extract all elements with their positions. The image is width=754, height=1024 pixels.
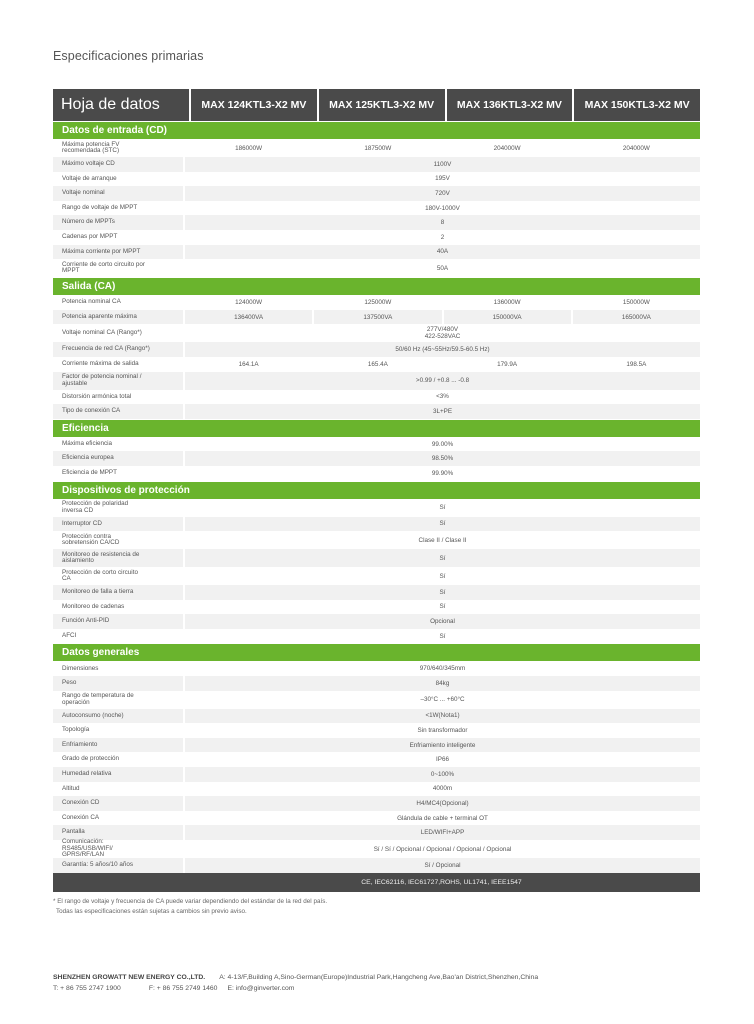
table-row xyxy=(53,437,700,452)
table-row xyxy=(53,172,700,187)
row-label: Garantía: 5 años/10 años xyxy=(62,861,134,869)
company-email[interactable]: E: info@ginverter.com xyxy=(227,985,295,992)
row-label: Corriente de corto circuito por MPPT xyxy=(62,260,145,275)
row-label: Eficiencia de MPPT xyxy=(62,468,117,476)
company-phone: T: + 86 755 2747 1900 xyxy=(53,985,121,992)
row-label: Peso xyxy=(62,679,77,687)
row-label: AFCI xyxy=(62,631,77,639)
table-row xyxy=(53,782,700,797)
table-row xyxy=(53,825,700,840)
footnote-1: * El rango de voltaje y frecuencia de CA puede variar dependiendo del estándar de la red del país. xyxy=(53,898,328,905)
row-value-all-models: Sí / Opcional xyxy=(183,858,700,873)
row-value-all-models: 195V xyxy=(183,172,700,187)
model-header-2: MAX 125KTL3-X2 MV xyxy=(317,89,445,121)
row-label: Factor de potencia nominal / ajustable xyxy=(62,373,142,387)
footnotes xyxy=(53,897,327,916)
table-row xyxy=(53,752,700,767)
table-row xyxy=(53,567,700,585)
row-value-all-models: 2 xyxy=(183,230,700,245)
row-value-all-models: 99.00% xyxy=(183,437,700,452)
row-label: Potencia nominal CA xyxy=(62,298,121,306)
row-value-all-models: Sí xyxy=(183,549,700,567)
row-label: Altitud xyxy=(62,784,80,792)
row-value-line-1: 277V/480V xyxy=(426,326,459,334)
row-label: Comunicación: RS485/USB/WIFI/ GPRS/RF/LAN xyxy=(62,838,113,859)
table-row xyxy=(53,767,700,782)
row-value-all-models: 99.90% xyxy=(183,466,700,481)
row-label: Pantalla xyxy=(62,828,85,836)
row-label: Potencia aparente máxima xyxy=(62,312,137,320)
page-title: Especificaciones primarias xyxy=(53,49,204,63)
row-value-all-models: 50/60 Hz (45~55Hz/59.5-60.5 Hz) xyxy=(183,342,700,357)
row-label: Máximo voltaje CD xyxy=(62,160,115,168)
row-label: Distorsión armónica total xyxy=(62,392,132,400)
table-row xyxy=(53,295,700,310)
row-label: Máxima potencia FV recomendada (STC) xyxy=(62,140,120,154)
row-value-all-models: LED/WIFI+APP xyxy=(183,825,700,840)
row-value-model-2: 165.4A xyxy=(312,357,441,372)
table-row xyxy=(53,390,700,405)
table-row xyxy=(53,230,700,245)
certifications-value: CE, IEC62116, IEC61727,ROHS, UL1741, IEEE1547 xyxy=(361,878,522,886)
row-value-all-models: Sí / Sí / Opcional / Opcional / Opcional / Opcional xyxy=(183,840,700,858)
row-value-all-models: Glándula de cable + terminal OT xyxy=(183,811,700,826)
model-header-1: MAX 124KTL3-X2 MV xyxy=(189,89,317,121)
row-label: Humedad relativa xyxy=(62,770,112,778)
section-header: Eficiencia xyxy=(53,419,700,437)
table-row xyxy=(53,245,700,260)
table-body xyxy=(53,121,700,873)
row-value-all-models: Sí xyxy=(183,499,700,517)
section-header: Datos generales xyxy=(53,643,700,661)
row-value-all-models: IP66 xyxy=(183,752,700,767)
section-header: Salida (CA) xyxy=(53,277,700,295)
row-value-model-4: 150000W xyxy=(571,295,700,310)
row-value-all-models: H4/MC4(Opcional) xyxy=(183,796,700,811)
table-row xyxy=(53,549,700,567)
table-row xyxy=(53,614,700,629)
row-value-all-models: <1W(Nota1) xyxy=(183,709,700,724)
row-label: Voltaje nominal xyxy=(62,189,105,197)
row-value-model-4: 165000VA xyxy=(571,310,700,325)
row-value-model-4: 204000W xyxy=(571,139,700,157)
row-label: Conexión CA xyxy=(62,813,100,821)
row-value-all-models: 0~100% xyxy=(183,767,700,782)
row-label: Interruptor CD xyxy=(62,519,102,527)
row-value-all-models: 180V-1000V xyxy=(183,201,700,216)
row-value-all-models: Sí xyxy=(183,585,700,600)
row-label: Frecuencia de red CA (Rango*) xyxy=(62,345,150,353)
row-label: Corriente máxima de salida xyxy=(62,359,139,367)
row-label: Número de MPPTs xyxy=(62,218,115,226)
row-value-all-models: Sí xyxy=(183,517,700,532)
sheet-title: Hoja de datos xyxy=(61,96,160,113)
table-row xyxy=(53,310,700,325)
row-value-all-models: Sí xyxy=(183,600,700,615)
row-label: Voltaje nominal CA (Rango*) xyxy=(62,329,142,337)
datasheet-table xyxy=(53,89,700,892)
table-row xyxy=(53,372,700,390)
row-value-all-models xyxy=(183,324,700,342)
section-header: Dispositivos de protección xyxy=(53,481,700,499)
table-row xyxy=(53,201,700,216)
row-value-all-models: Sin transformador xyxy=(183,723,700,738)
table-row xyxy=(53,709,700,724)
row-label: Protección de corto circuito CA xyxy=(62,568,138,583)
table-row xyxy=(53,738,700,753)
row-value-all-models: Sí xyxy=(183,567,700,585)
row-label: Enfriamiento xyxy=(62,740,98,748)
row-value-all-models: Clase II / Clase II xyxy=(183,531,700,549)
row-value-model-3: 150000VA xyxy=(442,310,571,325)
row-value-all-models: 84kg xyxy=(183,676,700,691)
row-value-all-models: 1100V xyxy=(183,157,700,172)
row-label: Protección de polaridad inversa CD xyxy=(62,500,129,514)
table-row xyxy=(53,585,700,600)
row-value-all-models: 50A xyxy=(183,259,700,277)
table-header xyxy=(53,89,700,121)
row-value-model-3: 179.9A xyxy=(442,357,571,372)
row-label: Cadenas por MPPT xyxy=(62,233,118,241)
table-row xyxy=(53,357,700,372)
table-row xyxy=(53,858,700,873)
row-value-model-3: 204000W xyxy=(442,139,571,157)
row-label: Función Anti-PID xyxy=(62,617,110,625)
certifications-row xyxy=(53,873,700,892)
row-label: Máxima corriente por MPPT xyxy=(62,247,141,255)
row-label: Monitoreo de falla a tierra xyxy=(62,588,134,596)
row-value-all-models: 970/640/345mm xyxy=(183,661,700,676)
row-value-model-2: 125000W xyxy=(312,295,441,310)
row-value-all-models: 3L+PE xyxy=(183,404,700,419)
row-value-model-4: 198.5A xyxy=(571,357,700,372)
table-row xyxy=(53,499,700,517)
row-label: Dimensiones xyxy=(62,664,99,672)
row-label: Rango de voltaje de MPPT xyxy=(62,203,138,211)
row-value-model-1: 186000W xyxy=(183,139,312,157)
row-value-all-models: >0.99 / +0.8 ... -0.8 xyxy=(183,372,700,390)
row-value-model-2: 187500W xyxy=(312,139,441,157)
table-row xyxy=(53,840,700,858)
table-row xyxy=(53,259,700,277)
row-value-all-models: 40A xyxy=(183,245,700,260)
row-label: Protección contra sobretensión CA/CD xyxy=(62,532,120,547)
row-label: Eficiencia europea xyxy=(62,454,114,462)
row-value-all-models: Opcional xyxy=(183,614,700,629)
row-label: Máxima eficiencia xyxy=(62,439,113,447)
model-header-4: MAX 150KTL3-X2 MV xyxy=(572,89,700,121)
row-value-all-models: 4000m xyxy=(183,782,700,797)
table-row xyxy=(53,629,700,644)
row-value-model-3: 136000W xyxy=(442,295,571,310)
table-row xyxy=(53,531,700,549)
table-row xyxy=(53,600,700,615)
row-value-all-models: 720V xyxy=(183,186,700,201)
table-row xyxy=(53,723,700,738)
table-row xyxy=(53,466,700,481)
table-row xyxy=(53,215,700,230)
page-footer xyxy=(53,972,538,994)
row-value-model-1: 124000W xyxy=(183,295,312,310)
company-fax: F: + 86 755 2749 1460 xyxy=(148,985,218,992)
table-row xyxy=(53,451,700,466)
row-value-all-models: <3% xyxy=(183,390,700,405)
table-row xyxy=(53,186,700,201)
table-row xyxy=(53,139,700,157)
model-header-3: MAX 136KTL3-X2 MV xyxy=(445,89,573,121)
row-value-model-1: 164.1A xyxy=(183,357,312,372)
row-value-all-models: Sí xyxy=(183,629,700,644)
row-label: Topología xyxy=(62,726,90,734)
row-label: Voltaje de arranque xyxy=(62,174,117,182)
table-row xyxy=(53,324,700,342)
table-row xyxy=(53,661,700,676)
table-row xyxy=(53,796,700,811)
table-row xyxy=(53,157,700,172)
row-label: Rango de temperatura de operación xyxy=(62,692,134,706)
row-value-model-1: 136400VA xyxy=(183,310,312,325)
row-label: Monitoreo de cadenas xyxy=(62,602,125,610)
company-name: SHENZHEN GROWATT NEW ENERGY CO.,LTD. xyxy=(53,974,206,981)
row-value-all-models: –30°C ... +60°C xyxy=(183,691,700,709)
row-label: Tipo de conexión CA xyxy=(62,407,121,415)
row-value-line-2: 422-528VAC xyxy=(424,333,461,341)
table-row xyxy=(53,404,700,419)
row-label: Grado de protección xyxy=(62,755,120,763)
footnote-2: Todas las especificaciones están sujetas a cambios sin previo aviso. xyxy=(56,907,247,915)
section-header: Datos de entrada (CD) xyxy=(53,121,700,139)
table-row xyxy=(53,811,700,826)
table-row xyxy=(53,342,700,357)
company-address: A: 4-13/F,Building A,Sino-German(Europe)Industrial Park,Hangcheng Ave,Bao'an District,Shenzhen,China xyxy=(219,974,539,981)
row-label: Autoconsumo (noche) xyxy=(62,711,124,719)
table-row xyxy=(53,517,700,532)
row-label: Monitoreo de resistencia de aislamiento xyxy=(62,550,140,565)
row-value-all-models: 98.50% xyxy=(183,451,700,466)
row-value-model-2: 137500VA xyxy=(312,310,441,325)
table-row xyxy=(53,676,700,691)
row-value-all-models: Enfriamiento inteligente xyxy=(183,738,700,753)
row-label: Conexión CD xyxy=(62,799,100,807)
row-value-all-models: 8 xyxy=(183,215,700,230)
table-row xyxy=(53,691,700,709)
